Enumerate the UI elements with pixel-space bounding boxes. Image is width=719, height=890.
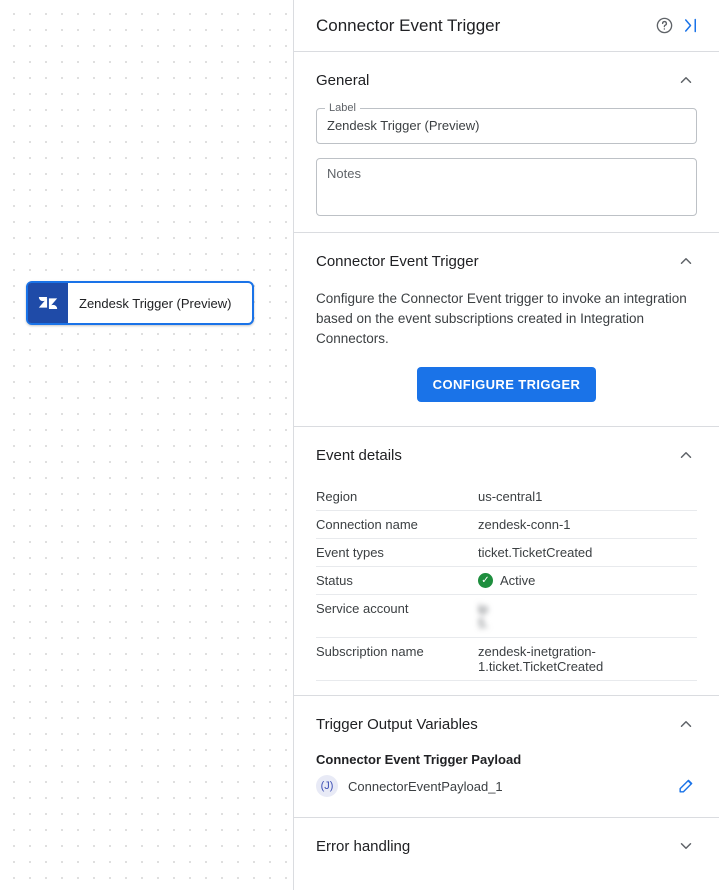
row-key: Subscription name [316, 638, 478, 681]
notes-field[interactable] [316, 158, 697, 216]
status-badge [478, 573, 697, 588]
workflow-canvas[interactable] [0, 0, 294, 890]
row-value: zendesk-inetgration-1.ticket.TicketCreated [478, 638, 697, 681]
table-row [316, 638, 697, 681]
panel-title: Connector Event Trigger [316, 15, 501, 35]
service-account-line-1: ip [478, 601, 489, 616]
section-event-details-header[interactable] [316, 427, 697, 483]
zendesk-icon [28, 283, 68, 323]
section-connector-event-trigger [294, 233, 719, 427]
connector-trigger-description: Configure the Connector Event trigger to invoke an integration based on the event subscriptions created in Integration Connectors. [316, 291, 687, 346]
json-type-icon: (J) [316, 775, 338, 797]
label-field[interactable] [316, 102, 697, 144]
status-label: Active [500, 573, 536, 588]
row-value [478, 595, 697, 638]
section-error-handling-header[interactable] [316, 818, 697, 874]
chevron-up-icon[interactable] [675, 250, 697, 272]
section-trigger-output-variables-title: Trigger Output Variables [316, 715, 478, 733]
table-row [316, 595, 697, 638]
configure-trigger-row [316, 367, 697, 426]
row-value: ticket.TicketCreated [478, 539, 697, 567]
table-row [316, 567, 697, 595]
row-value: us-central1 [478, 483, 697, 511]
node-label: Zendesk Trigger (Preview) [79, 295, 232, 311]
section-general-header[interactable] [316, 52, 697, 108]
check-circle-icon: ✓ [478, 573, 493, 588]
panel-header [294, 0, 719, 52]
properties-panel [294, 0, 719, 890]
section-trigger-output-variables [294, 696, 719, 818]
configure-trigger-button[interactable]: CONFIGURE TRIGGER [417, 367, 597, 402]
row-value [478, 567, 697, 595]
section-error-handling-title: Error handling [316, 837, 411, 855]
table-row [316, 539, 697, 567]
output-variable-group-label: Connector Event Trigger Payload [316, 752, 522, 767]
notes-field-placeholder: Notes [327, 166, 361, 181]
help-icon[interactable] [651, 13, 677, 39]
event-details-table [316, 483, 697, 681]
collapse-panel-icon[interactable] [677, 13, 703, 39]
label-field-legend: Label [325, 102, 360, 114]
table-row [316, 483, 697, 511]
row-value: zendesk-conn-1 [478, 511, 697, 539]
section-trigger-output-variables-header[interactable] [316, 696, 697, 752]
chevron-up-icon[interactable] [675, 713, 697, 735]
service-account-line-2: 5. [478, 616, 489, 631]
section-general-title: General [316, 71, 370, 89]
section-connector-event-trigger-title: Connector Event Trigger [316, 252, 479, 270]
output-variable-name: ConnectorEventPayload_1 [348, 778, 503, 794]
edit-pencil-icon[interactable] [677, 776, 697, 796]
table-row [316, 511, 697, 539]
chevron-up-icon[interactable] [675, 69, 697, 91]
label-field-value: Zendesk Trigger (Preview) [327, 118, 480, 133]
section-event-details [294, 427, 719, 696]
row-key: Service account [316, 595, 478, 638]
section-event-details-title: Event details [316, 446, 402, 464]
section-general [294, 52, 719, 233]
row-key: Connection name [316, 511, 478, 539]
row-key: Status [316, 567, 478, 595]
section-error-handling [294, 818, 719, 874]
section-connector-event-trigger-header[interactable] [316, 233, 697, 289]
chevron-up-icon[interactable] [675, 444, 697, 466]
row-key: Region [316, 483, 478, 511]
chevron-down-icon[interactable] [675, 835, 697, 857]
row-key: Event types [316, 539, 478, 567]
output-variable-row[interactable] [316, 775, 697, 817]
zendesk-trigger-node[interactable] [26, 281, 254, 325]
